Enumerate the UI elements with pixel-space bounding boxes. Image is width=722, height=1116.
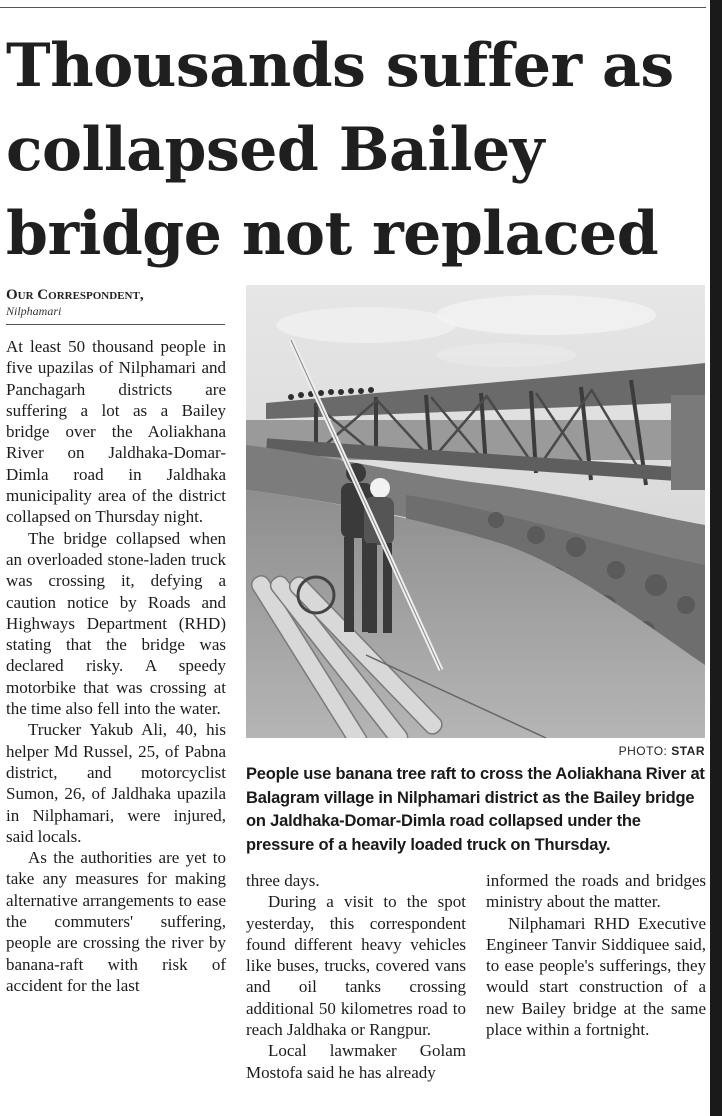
photo-credit-source: STAR xyxy=(671,744,705,758)
paragraph: three days. xyxy=(246,871,320,890)
paragraph: As the authorities are yet to take any measures for making alternative arrangements to ease the commuters' suffering, people are crossing the river by banana-raft with risk of accident for the last xyxy=(6,848,226,995)
paragraph: Nilphamari RHD Executive Engineer Tanvir Siddiquee said, to ease people's sufferings, they would start construction of a new Bailey bridge at the same place within a fortnight. xyxy=(486,913,706,1040)
paragraph: During a visit to the spot yesterday, this correspondent found different heavy vehicles like buses, trucks, covered vans and oil tanks crossing additional 50 kilometres road to reach Jaldhaka or Rangpur. xyxy=(246,892,466,1040)
top-rule xyxy=(0,7,706,8)
paragraph: Trucker Yakub Ali, 40, his helper Md Russel, 25, of Pabna district, and motorcyclist Sumon, 26, of Jaldhaka upazila in Nilphamari, were injured, said locals. xyxy=(6,720,226,846)
dateline: Nilphamari xyxy=(6,304,62,318)
news-photo xyxy=(246,285,705,738)
body-column-2 xyxy=(246,870,466,1116)
page-edge-shadow xyxy=(710,0,722,1116)
headline: Thousands suffer as collapsed Bailey bridge not replaced xyxy=(6,31,674,269)
photo-caption: People use banana tree raft to cross the Aoliakhana River at Balagram village in Nilphamari district as the Bailey bridge on Jaldhaka-Domar-Dimla road collapsed under the pressure of a heavily loaded truck on Thursday. xyxy=(246,765,705,854)
body-column-3 xyxy=(486,870,706,1116)
photo-credit-prefix: PHOTO: xyxy=(618,744,668,758)
photo-credit xyxy=(246,744,705,758)
body-column-1 xyxy=(6,336,226,1116)
paragraph: At least 50 thousand people in five upazilas of Nilphamari and Panchagarh districts are suffering a lot as a Bailey bridge over the Aoliakhana River on Jaldhaka-Domar-Dimla road in Jaldhaka municipality area of the district collapsed on Thursday night. xyxy=(6,337,226,527)
byline-rule xyxy=(6,324,225,325)
byline-block xyxy=(6,286,226,318)
paragraph: informed the roads and bridges ministry about the matter. xyxy=(486,871,706,912)
byline: Our Correspondent, xyxy=(6,287,144,303)
paragraph: The bridge collapsed when an overloaded stone-laden truck was crossing it, defying a caution notice by Roads and Highways Department (RHD) stating that the bridge was declared risky. A speedy motorbike that was crossing at the time also fell into the water. xyxy=(6,528,226,719)
paragraph: Local lawmaker Golam Mostofa said he has already xyxy=(246,1041,466,1082)
